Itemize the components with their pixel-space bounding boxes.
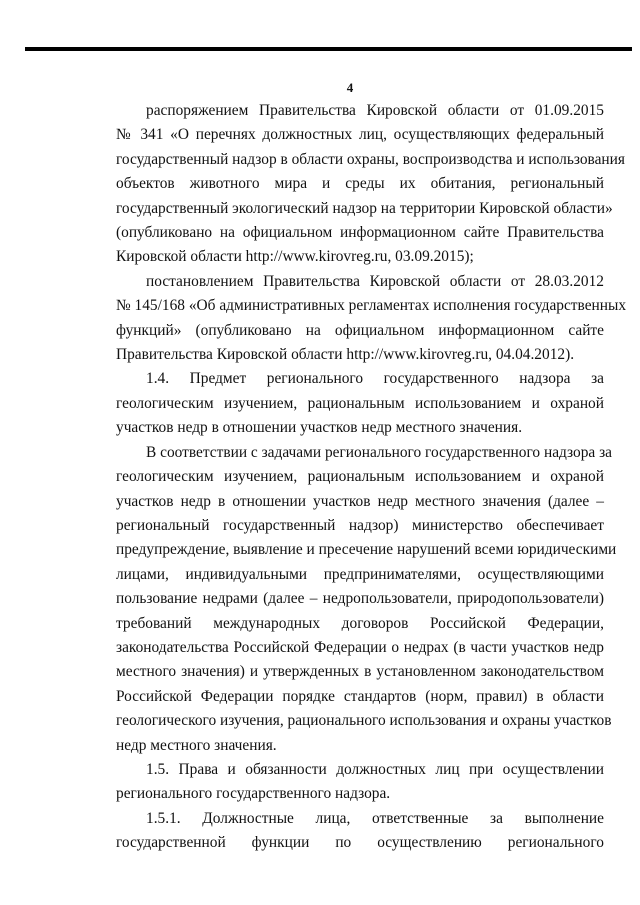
text-line: распоряжением Правительства Кировской области от 01.09.2015 — [146, 102, 604, 119]
text-line: № 145/168 «Об административных регламентах исполнения государственных — [116, 297, 627, 315]
text-line: законодательства Российской Федерации о недрах (в части участков недр — [116, 638, 604, 656]
text-line: участков недр в отношении участков недр местного значения (далее – — [116, 492, 604, 510]
text-line: государственной функции по осуществлению регионального — [116, 834, 604, 852]
paragraph-decree-341 — [116, 99, 625, 270]
text-line: 1.5. Права и обязанности должностных лиц при осуществлении — [146, 760, 604, 778]
text-line: местного значения) и утвержденных в установленном законодательством — [116, 663, 604, 681]
text-line: недр местного значения. — [116, 736, 277, 754]
paragraph-section-1-4 — [116, 367, 604, 440]
paragraph-resolution-145-168 — [116, 270, 627, 368]
page-number: 4 — [346, 80, 354, 95]
text-line: государственный надзор в области охраны, воспроизводства и использования — [116, 150, 625, 168]
text-line: лицами, индивидуальными предпринимателями, осуществляющими — [116, 565, 604, 583]
header-rule — [25, 47, 632, 51]
text-line: 1.4. Предмет регионального государственного надзора за — [146, 370, 604, 388]
text-line: пользование недрами (далее – недропользователи, природопользователи) — [116, 590, 604, 608]
text-line: предупреждение, выявление и пресечение нарушений всеми юридическими — [116, 541, 617, 559]
text-line: 1.5.1. Должностные лица, ответственные за выполнение — [146, 809, 604, 827]
text-line: функций» (опубликовано на официальном информационном сайте — [116, 321, 604, 339]
paragraph-section-1-5-1 — [116, 807, 604, 856]
text-line: региональный государственный надзор) министерство обеспечивает — [116, 516, 604, 534]
text-line: № 341 «О перечнях должностных лиц, осуществляющих федеральный — [116, 126, 604, 144]
text-line: (опубликовано на официальном информационном сайте Правительства — [116, 224, 604, 242]
text-line: В соответствии с задачами регионального государственного надзора за — [146, 443, 613, 461]
text-line: объектов животного мира и среды их обитания, региональный — [116, 175, 604, 193]
text-line: требований международных договоров Российской Федерации, — [116, 614, 604, 632]
paragraph-section-1-5 — [116, 758, 604, 807]
paragraph-supervision-tasks — [116, 441, 617, 758]
document-body — [116, 99, 627, 856]
text-line: Кировской области http://www.kirovreg.ru, 03.09.2015); — [116, 248, 474, 266]
text-line: геологического изучения, рационального использования и охраны участков — [116, 712, 612, 730]
text-line: Российской Федерации порядке стандартов (норм, правил) в области — [116, 687, 604, 705]
text-line: регионального государственного надзора. — [116, 785, 391, 803]
text-line: государственный экологический надзор на территории Кировской области» — [116, 199, 613, 217]
text-line: постановлением Правительства Кировской области от 28.03.2012 — [146, 272, 604, 290]
text-line: Правительства Кировской области http://www.kirovreg.ru, 04.04.2012). — [116, 346, 575, 364]
text-line: геологическим изучением, рациональным использованием и охраной — [116, 468, 604, 486]
text-line: геологическим изучением, рациональным использованием и охраной — [116, 394, 604, 412]
text-line: участков недр в отношении участков недр местного значения. — [116, 419, 523, 437]
